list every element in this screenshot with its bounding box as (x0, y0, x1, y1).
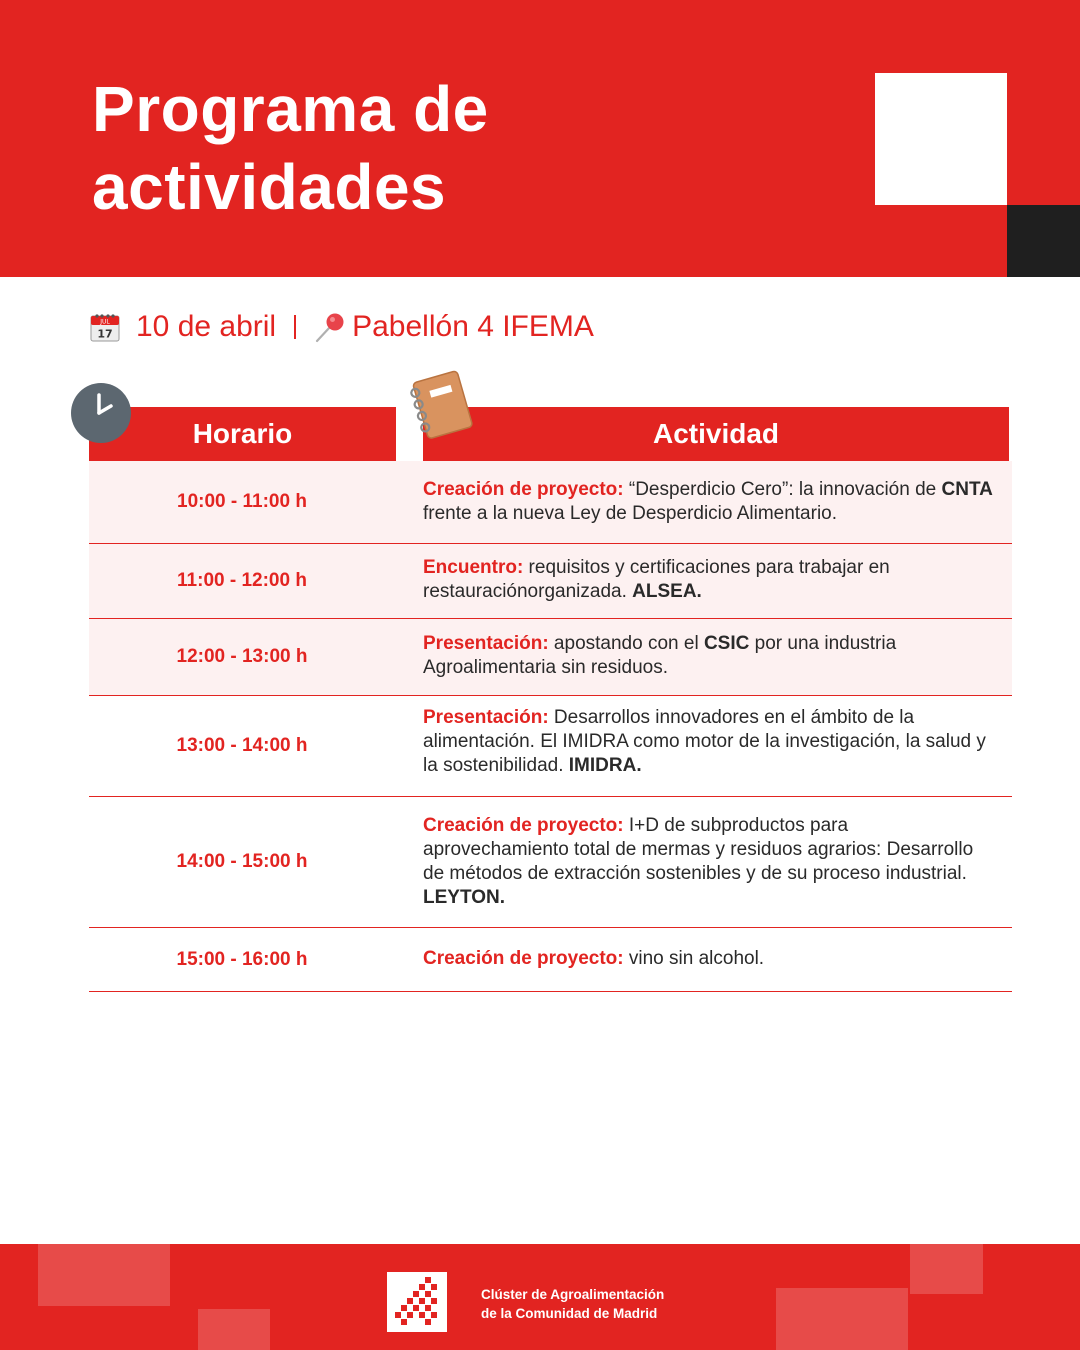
activity-text: vino sin alcohol. (623, 948, 765, 969)
row-time: 13:00 - 14:00 h (176, 735, 308, 756)
footer-banner (0, 1244, 1080, 1350)
row-activity (423, 632, 998, 680)
info-divider (294, 315, 296, 339)
column-header-horario: Horario (89, 407, 396, 461)
calendar-day: 17 (97, 327, 113, 341)
event-info (90, 305, 594, 349)
row-activity (423, 478, 998, 526)
row-time: 10:00 - 11:00 h (177, 491, 307, 512)
row-time: 11:00 - 12:00 h (177, 570, 307, 591)
decorative-square (776, 1288, 908, 1350)
event-location: Pabellón 4 IFEMA (352, 310, 594, 343)
schedule-table (89, 461, 1012, 992)
row-activity (423, 814, 998, 910)
activity-text: I+D de subproductos para aprovechamiento total de mermas y residuos agrarios: Desarrollo de métodos de extracción sostenibles y de su proceso industrial. (423, 815, 974, 884)
activity-org: ALSEA. (632, 581, 702, 602)
notebook-icon (404, 368, 480, 444)
column-header-actividad: Actividad (423, 407, 1009, 461)
org-name-line-2: de la Comunidad de Madrid (481, 1306, 658, 1321)
activity-text: frente a la nueva Ley de Desperdicio Alimentario. (423, 503, 838, 524)
activity-type: Creación de proyecto: (423, 479, 624, 500)
activity-type: Creación de proyecto: (423, 948, 624, 969)
clock-icon (70, 382, 132, 444)
table-row (89, 797, 1012, 928)
row-activity (423, 947, 998, 971)
activity-text: “Desperdicio Cero”: la innovación de (623, 479, 942, 500)
header-banner (0, 0, 1080, 277)
activity-org: CNTA (941, 479, 993, 500)
table-row (89, 696, 1012, 797)
calendar-icon (90, 312, 120, 342)
activity-org: LEYTON. (423, 887, 505, 908)
activity-type: Presentación: (423, 633, 549, 654)
row-time: 15:00 - 16:00 h (176, 948, 308, 970)
cluster-logo-icon (387, 1272, 447, 1332)
activity-type: Creación de proyecto: (423, 815, 624, 836)
page-title (92, 70, 489, 226)
activity-text: Desarrollos innovadores en el ámbito de la alimentación. El IMIDRA como motor de la investigación, la salud y la sostenibilidad. (423, 707, 986, 776)
decorative-white-square (875, 73, 1007, 205)
activity-text: requisitos y certificaciones para trabajar en restauraciónorganizada. (423, 557, 890, 602)
activity-type: Encuentro: (423, 557, 524, 578)
row-activity (423, 556, 998, 604)
row-time: 12:00 - 13:00 h (176, 646, 308, 667)
table-row (89, 544, 1012, 619)
row-time: 14:00 - 15:00 h (176, 851, 308, 872)
decorative-dark-square (1007, 205, 1080, 277)
activity-type: Presentación: (423, 707, 549, 728)
title-line-1: Programa de (92, 73, 489, 145)
table-row (89, 619, 1012, 696)
table-row (89, 928, 1012, 992)
row-activity (423, 706, 998, 778)
activity-org: CSIC (703, 633, 750, 654)
table-row (89, 461, 1012, 544)
event-date: 10 de abril (136, 310, 277, 343)
pushpin-icon (314, 310, 348, 344)
activity-text: apostando con el (548, 633, 704, 654)
activity-text: por una industria Agroalimentaria sin residuos. (423, 633, 897, 678)
title-line-2: actividades (92, 151, 447, 223)
organization-name (481, 1285, 664, 1323)
decorative-square (38, 1244, 170, 1306)
activity-org: IMIDRA. (568, 755, 642, 776)
decorative-square (910, 1244, 983, 1294)
decorative-square (198, 1309, 270, 1350)
calendar-month: JUL (100, 318, 110, 326)
org-name-line-1: Clúster de Agroalimentación (481, 1287, 665, 1302)
